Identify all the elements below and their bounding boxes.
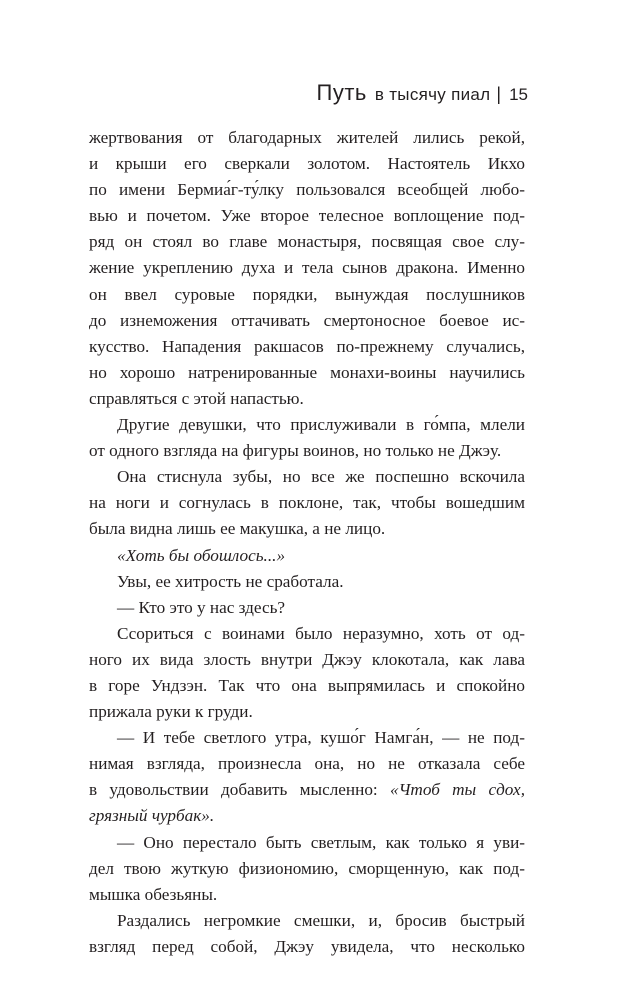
text-line — [89, 334, 525, 360]
text-line-content: ного их вида злость внутри Джэу клокотала, как лава — [89, 649, 525, 669]
text-line-content: на ноги и согнулась в поклоне, так, чтобы вошедшим — [89, 493, 525, 513]
text-line — [89, 308, 525, 334]
text-line-content: Ссориться с воинами было неразумно, хоть от од- — [117, 623, 525, 643]
text-line-content: и крыши его сверкали золотом. Настоятель Икхо — [89, 154, 525, 174]
text-line — [89, 621, 525, 647]
text-line — [89, 725, 525, 751]
text-line-content: Она стиснула зубы, но все же поспешно вскочила — [117, 467, 525, 487]
text-line — [89, 699, 525, 725]
text-line — [89, 151, 525, 177]
text-line-content: но хорошо натренированные монахи-воины научились — [89, 362, 525, 382]
text-line — [89, 856, 525, 882]
book-title-rest: в тысячу пиал — [374, 85, 491, 104]
text-line-content: — Кто это у нас здесь? — [117, 597, 286, 617]
text-line — [89, 673, 525, 699]
text-line — [89, 412, 525, 438]
text-line — [89, 464, 525, 490]
text-line — [89, 255, 525, 281]
text-line-content: в удовольствии добавить мысленно: — [89, 780, 390, 800]
book-title-main: Путь — [316, 80, 367, 105]
text-line-content: справляться с этой напастью. — [89, 388, 304, 408]
text-line — [89, 282, 525, 308]
text-line-content: дел твою жуткую физиономию, сморщенную, как под- — [89, 858, 525, 878]
text-line — [89, 830, 525, 856]
text-line — [89, 882, 525, 908]
text-line-content: — Оно перестало быть светлым, как только я уви- — [117, 832, 525, 852]
text-line-content: — И тебе светлого утра, кушо́г Намга́н, — не под- — [117, 728, 525, 748]
text-line-content: ряд он стоял во главе монастыря, посвящая свое слу- — [89, 232, 525, 252]
text-line — [89, 908, 525, 934]
header-separator: | — [496, 84, 502, 104]
text-line — [89, 751, 525, 777]
text-line-content: от одного взгляда на фигуры воинов, но только не Джэу. — [89, 441, 502, 461]
text-line — [89, 595, 525, 621]
text-line-content: до изнеможения оттачивать смертоносное боевое ис- — [89, 310, 525, 330]
text-line — [89, 803, 525, 829]
text-line-content: нимая взгляда, произнесла она, но не отказала себе — [89, 754, 525, 774]
text-line-content: взгляд перед собой, Джэу увидела, что несколько — [89, 936, 525, 956]
text-line-italic-tail: «Чтоб ты сдох, — [389, 780, 525, 800]
text-line-content: кусство. Нападения ракшасов по-прежнему случались, — [89, 336, 525, 356]
text-line-content: «Хоть бы обошлось...» — [117, 545, 286, 565]
text-line-content: Раздались негромкие смешки, и, бросив быстрый — [117, 910, 525, 930]
text-line — [89, 934, 525, 960]
text-line-content: мышка обезьяны. — [89, 884, 218, 904]
text-line — [89, 360, 525, 386]
text-line — [89, 438, 525, 464]
text-line-content: в горе Ундзэн. Так что она выпрямилась и спокойно — [89, 675, 525, 695]
text-line — [89, 647, 525, 673]
text-line-content: была видна лишь ее макушка, а не лицо. — [89, 519, 386, 539]
text-line-content: Другие девушки, что прислуживали в го́мпа, млели — [117, 415, 525, 435]
text-line-content: он ввел суровые порядки, вынуждая послушников — [89, 284, 525, 304]
text-line-content: грязный чурбак». — [89, 806, 215, 826]
body-text — [89, 125, 525, 960]
text-line-content: прижала руки к груди. — [89, 702, 253, 722]
text-line — [89, 386, 525, 412]
text-line — [89, 490, 525, 516]
text-line — [89, 229, 525, 255]
text-line — [89, 516, 525, 542]
text-line — [89, 177, 525, 203]
page-number: 15 — [509, 85, 528, 104]
text-line-content: по имени Бермиа́г-ту́лку пользовался всеобщей любо- — [89, 180, 525, 200]
text-line — [89, 203, 525, 229]
running-header — [317, 80, 529, 106]
text-line — [89, 777, 525, 803]
text-line-content: жертвования от благодарных жителей лились рекой, — [89, 128, 525, 147]
text-line — [89, 569, 525, 595]
text-line — [89, 543, 525, 569]
text-line-content: вью и почетом. Уже второе телесное воплощение под- — [89, 206, 525, 226]
text-line — [89, 125, 525, 151]
text-line-content: жение укреплению духа и тела сынов дракона. Именно — [89, 258, 525, 278]
text-line-content: Увы, ее хитрость не сработала. — [117, 571, 344, 591]
